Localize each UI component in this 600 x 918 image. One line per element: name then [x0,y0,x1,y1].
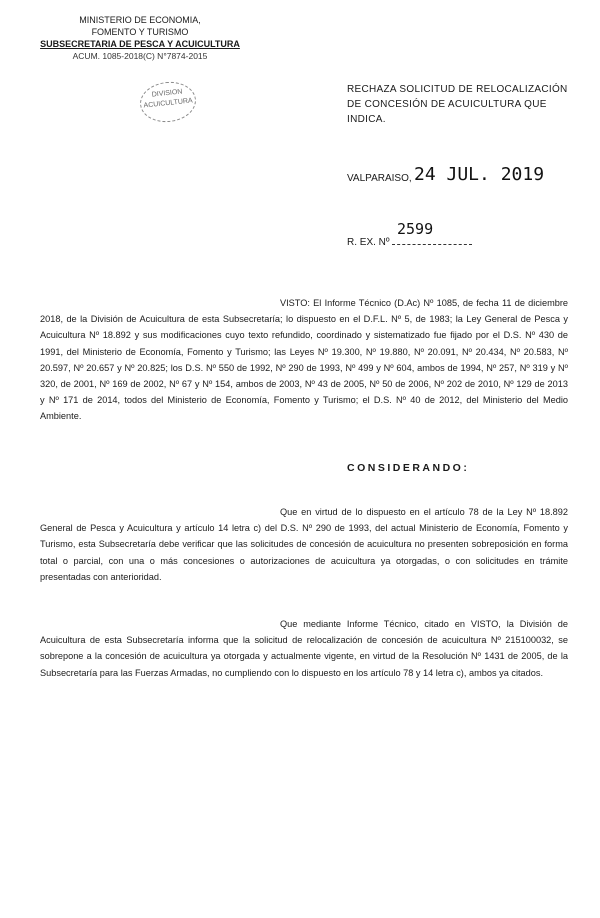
visto-text: VISTO: El Informe Técnico (D.Ac) Nº 1085, de fecha 11 de diciembre 2018, de la División de Acuicultura de esta Subsecretaría; lo dispuesto en el D.F.L. Nº 5, de 1983; la Ley General de Pesca y Acuicultura Nº 18.892 y sus modificaciones cuyo texto refundido, coordinado y sistematizado fue fijado por el D.S. Nº 430 de 1991, del Ministerio de Economía, Fomento y Turismo; las Leyes Nº 19.300, Nº 19.880, Nº 20.091, Nº 20.434, Nº 20.583, Nº 20.597, Nº 20.657 y Nº 20.825; los D.S. Nº 550 de 1992, Nº 290 de 1993, Nº 499 y Nº 604, ambos de 1994, Nº 257, Nº 319 y Nº 320, de 2001, Nº 169 de 2002, Nº 67 y Nº 154, ambos de 2003, Nº 43 de 2005, Nº 50 de 2006, Nº 202 de 2010, Nº 129 de 2013 y Nº 171 de 2014, todos del Ministerio de Economía, Fomento y Turismo; el D.S. Nº 40 de 2012, del Ministerio del Medio Ambiente. [40,298,568,422]
considerando-2-text: Que mediante Informe Técnico, citado en VISTO, la División de Acuicultura de esta Subsecretaría informa que la solicitud de relocalización de concesión de acuicultura Nº 215100032, se sobrepone a la concesión de acuicultura ya otorgada y actualmente vigente, en virtud de la Resolución Nº 1431 de 2005, de la Subsecretaría para las Fuerzas Armadas, no cumpliendo con lo dispuesto en los artículo 78 y 14 letra c), ambos ya citados. [40,619,568,678]
considerando-paragraph-1 [40,504,568,585]
visto-paragraph [40,295,568,425]
resolution-subject: RECHAZA SOLICITUD DE RELOCALIZACIÓN DE CONCESIÓN DE ACUICULTURA QUE INDICA. [347,84,568,125]
considerando-paragraph-2 [40,616,568,681]
resolution-label-row [347,237,472,248]
considerando-heading: CONSIDERANDO: [347,462,470,474]
accumulated-reference: ACUM. 1085-2018(C) N°7874-2015 [72,51,208,61]
letterhead [40,14,240,62]
place-label: VALPARAISO, [347,173,412,184]
resolution-number-line [392,244,472,245]
stamp-line2: ACUICULTURA [143,97,194,110]
considerando-1-text: Que en virtud de lo dispuesto en el artículo 78 de la Ley Nº 18.892 General de Pesca y Acuicultura y artículo 14 letra c) del D.S. Nº 290 de 1993, del actual Ministerio de Economía, Fomento y Turismo, esta Subsecretaría debe verificar que las solicitudes de concesión de acuicultura no presenten sobreposición en forma total o parcial, con una o más concesiones o autorizaciones de acuicultura ya otorgadas, o con solicitudes en trámite presentadas con anterioridad. [40,507,568,582]
ministry-name-line1: MINISTERIO DE ECONOMIA, [79,15,201,25]
stamp-line1: DIVISION [151,88,183,99]
resolution-date: 24 JUL. 2019 [414,164,545,185]
ministry-name-line2: FOMENTO Y TURISMO [91,27,189,37]
division-stamp [138,79,198,125]
resolution-label: R. EX. Nº [347,237,390,248]
subsecretaria-name: SUBSECRETARIA DE PESCA Y ACUICULTURA [40,39,240,49]
resolution-number: 2599 [397,220,434,238]
